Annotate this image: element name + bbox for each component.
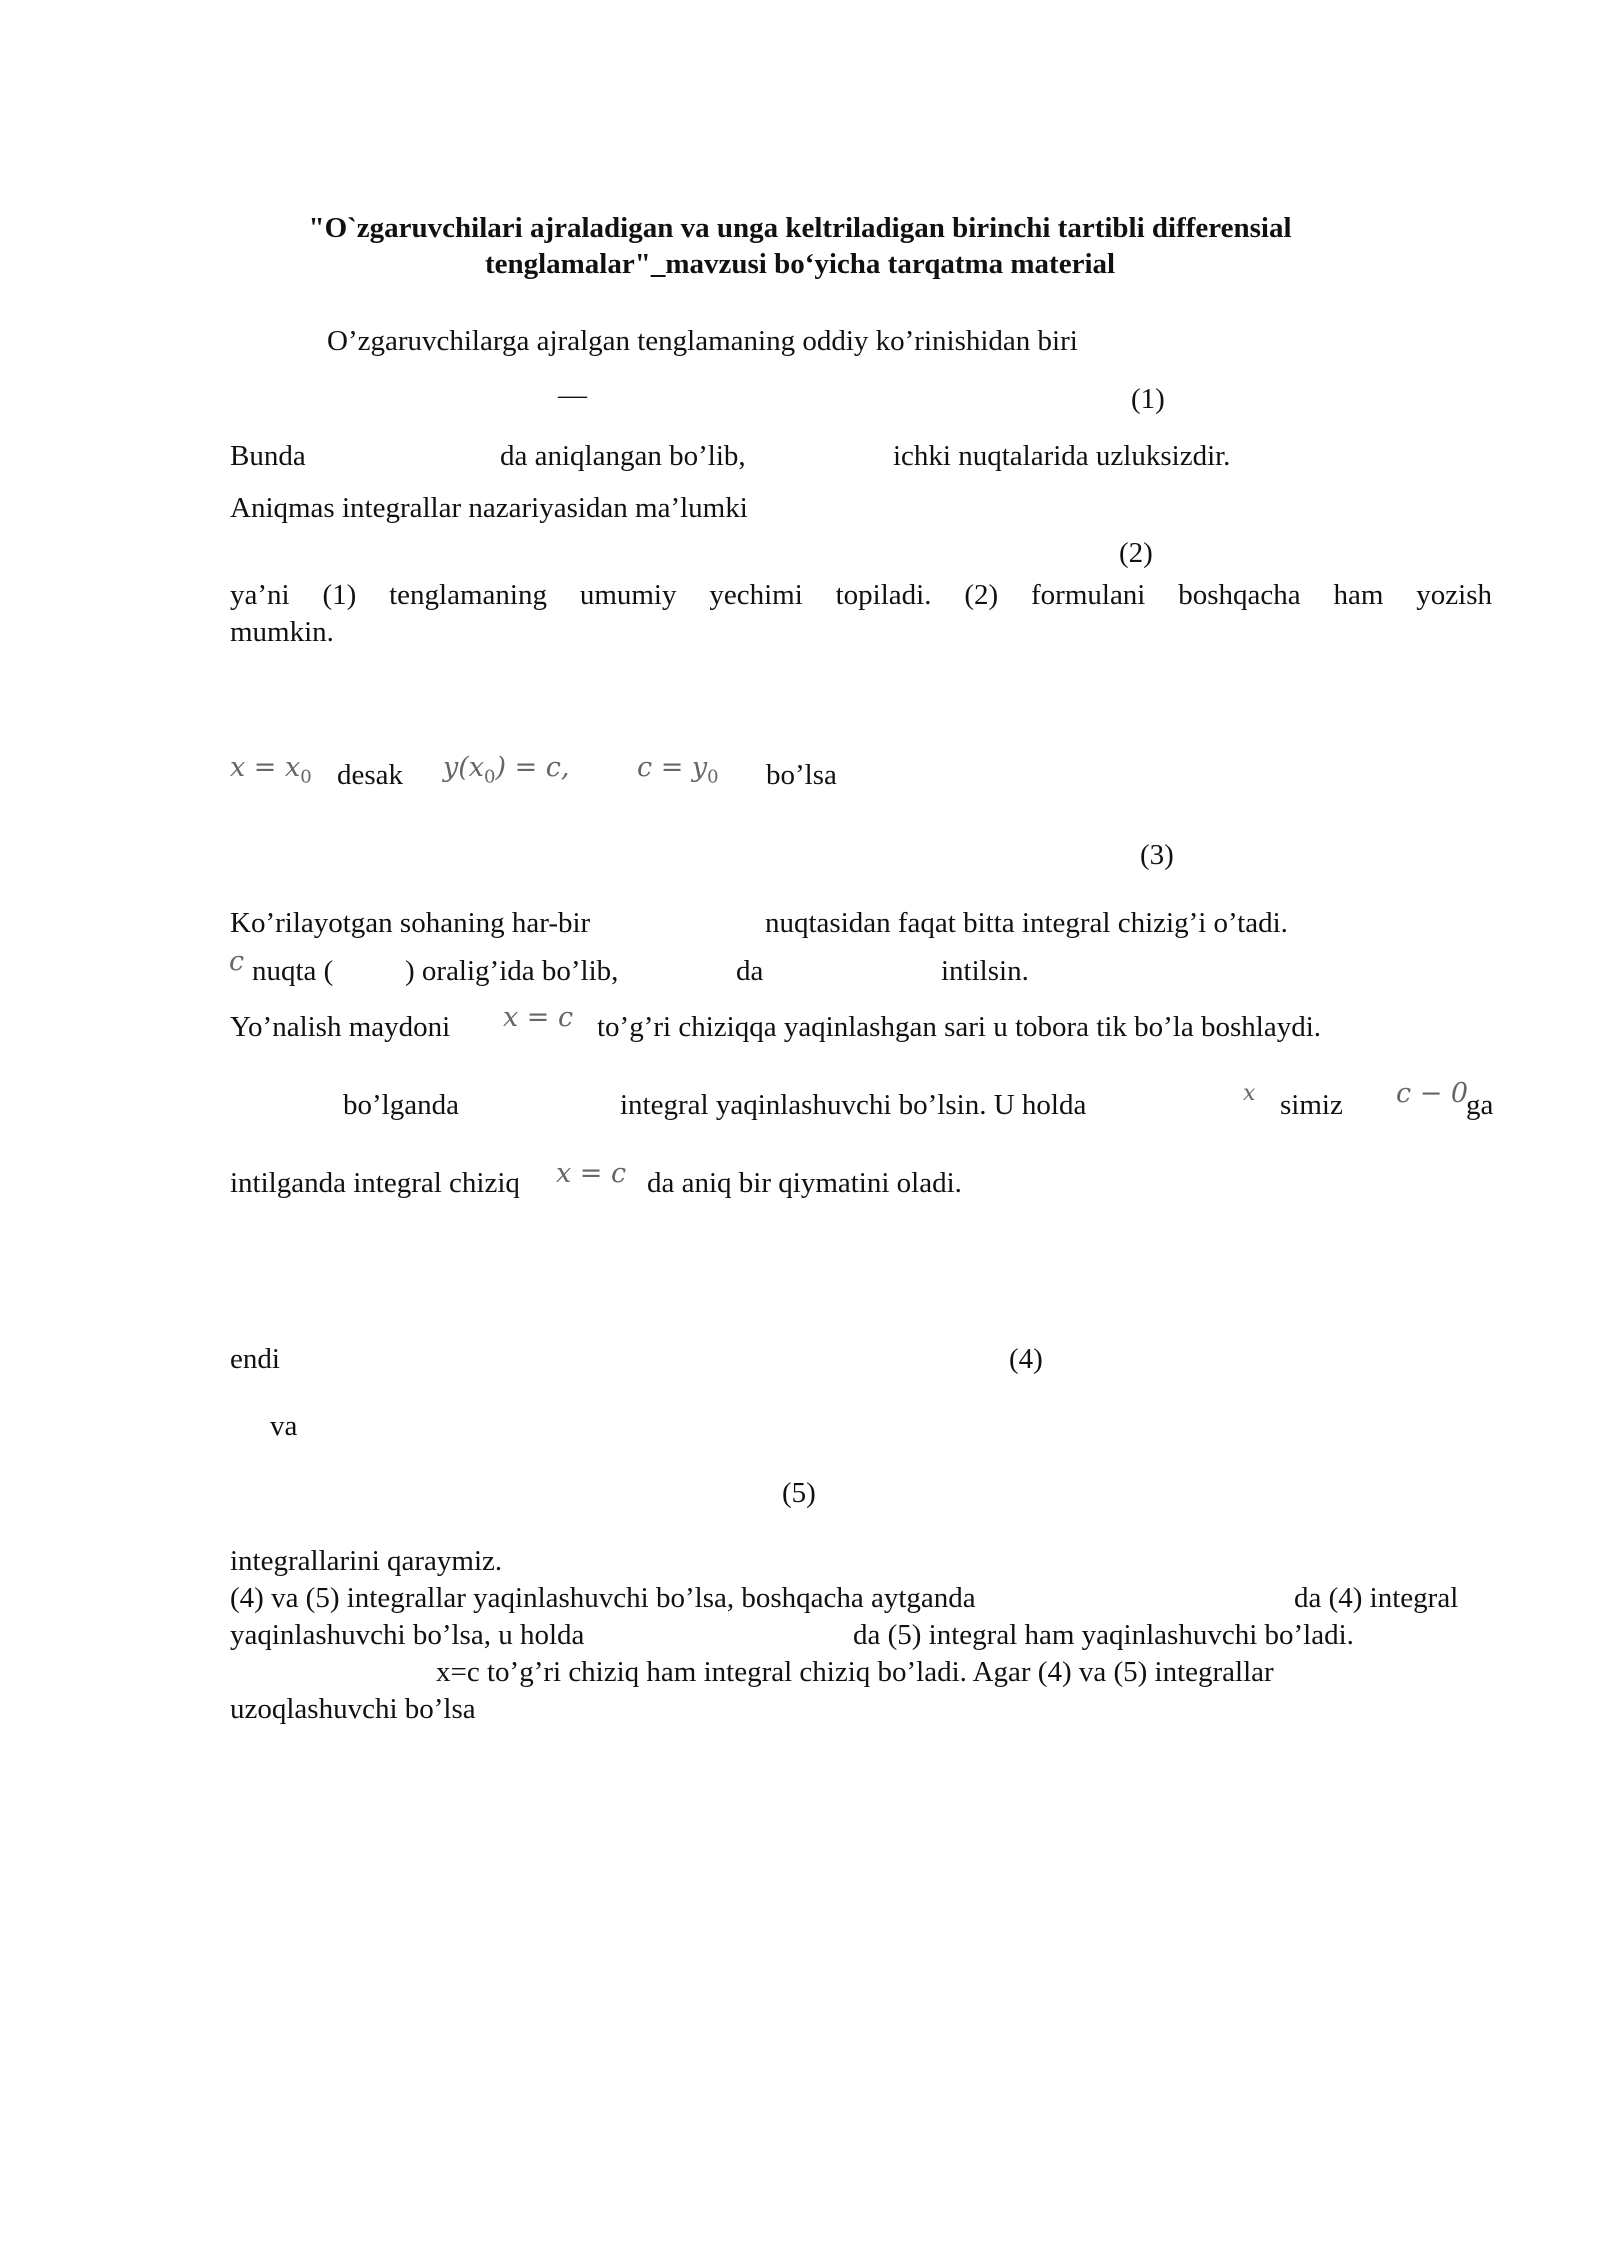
- final-line-3: x=c to’g’ri chiziq ham integral chiziq bo’ladi. Agar (4) va (5) integrallar: [436, 1656, 1274, 1688]
- equation-label-2: (2): [1119, 537, 1153, 569]
- math-x-eq-c-2: x = c: [556, 1158, 627, 1189]
- equation-label-1: (1): [1131, 383, 1165, 415]
- intilsin-text: intilsin.: [941, 955, 1029, 987]
- intro-text: O’zgaruvchilarga ajralgan tenglamaning oddiy ko’rinishidan biri: [327, 325, 1078, 357]
- korilayotgan-text: Ko’rilayotgan sohaning har-bir: [230, 907, 591, 939]
- equation-dash: —: [558, 379, 587, 411]
- math-x-eq-x0: $x = x_0$: [230, 752, 312, 788]
- general-solution-line: ya’ni (1) tenglamaning umumiy yechimi topiladi. (2) formulani boshqacha ham yozish: [230, 579, 1492, 611]
- title-line-1: "O`zgaruvchilari ajraladigan va unga keltriladigan birinchi tartibli differensial: [308, 212, 1292, 244]
- title-line-2: tenglamalar"_mavzusi bo‘yicha tarqatma material: [484, 248, 1116, 280]
- final-line-2a: yaqinlashuvchi bo’lsa, u holda: [230, 1619, 585, 1651]
- integral-converges-text: integral yaqinlashuvchi bo’lsin. U holda: [620, 1089, 1087, 1121]
- final-line-4: uzoqlashuvchi bo’lsa: [230, 1693, 476, 1725]
- integrallarini-text: integrallarini qaraymiz.: [230, 1545, 503, 1577]
- nuqta-text: nuqta (: [252, 955, 334, 987]
- simiz-text: simiz: [1280, 1089, 1343, 1121]
- desak-text: desak: [337, 759, 404, 791]
- bolsa-text: bo’lsa: [766, 759, 837, 791]
- equation-label-4: (4): [1009, 1343, 1043, 1375]
- vertical-approach-text: to’g’ri chiziqqa yaqinlashgan sari u tobora tik bo’la boshlaydi.: [597, 1011, 1322, 1043]
- final-line-1b: da (4) integral: [1294, 1582, 1459, 1614]
- math-x-symbol: x: [1243, 1081, 1256, 1106]
- interval-text: ) oralig’ida bo’lib,: [405, 955, 619, 987]
- aniqmas-text: Aniqmas integrallar nazariyasidan ma’lumki: [230, 492, 748, 524]
- ga-text: ga: [1466, 1089, 1494, 1121]
- yonalish-text: Yo’nalish maydoni: [230, 1011, 451, 1043]
- equation-label-3: (3): [1140, 839, 1174, 871]
- va-text: va: [270, 1410, 298, 1442]
- definite-value-text: da aniq bir qiymatini oladi.: [647, 1167, 962, 1199]
- bunda-text: Bunda: [230, 440, 306, 472]
- math-x-eq-c: x = c: [503, 1002, 574, 1033]
- defined-text: da aniqlangan bo’lib,: [500, 440, 746, 472]
- math-c-minus-0: c − 0: [1396, 1078, 1469, 1109]
- continuous-text: ichki nuqtalarida uzluksizdir.: [893, 440, 1231, 472]
- equation-label-5: (5): [782, 1477, 816, 1509]
- math-c-eq-y0: $c = y_0$: [637, 752, 719, 788]
- mumkin-text: mumkin.: [230, 616, 334, 648]
- final-line-2b: da (5) integral ham yaqinlashuvchi bo’ladi.: [853, 1619, 1354, 1651]
- da-text: da: [736, 955, 764, 987]
- bolganda-text: bo’lganda: [343, 1089, 459, 1121]
- final-line-1a: (4) va (5) integrallar yaqinlashuvchi bo’lsa, boshqacha aytganda: [230, 1582, 976, 1614]
- endi-text: endi: [230, 1343, 280, 1375]
- intilganda-text: intilganda integral chiziq: [230, 1167, 520, 1199]
- math-y-x0-eq-c: $y(x_0) = c$,: [443, 752, 570, 788]
- single-integral-curve-text: nuqtasidan faqat bitta integral chizig’i o’tadi.: [765, 907, 1288, 939]
- document-title: [230, 210, 1370, 282]
- math-c-symbol: c: [229, 946, 245, 977]
